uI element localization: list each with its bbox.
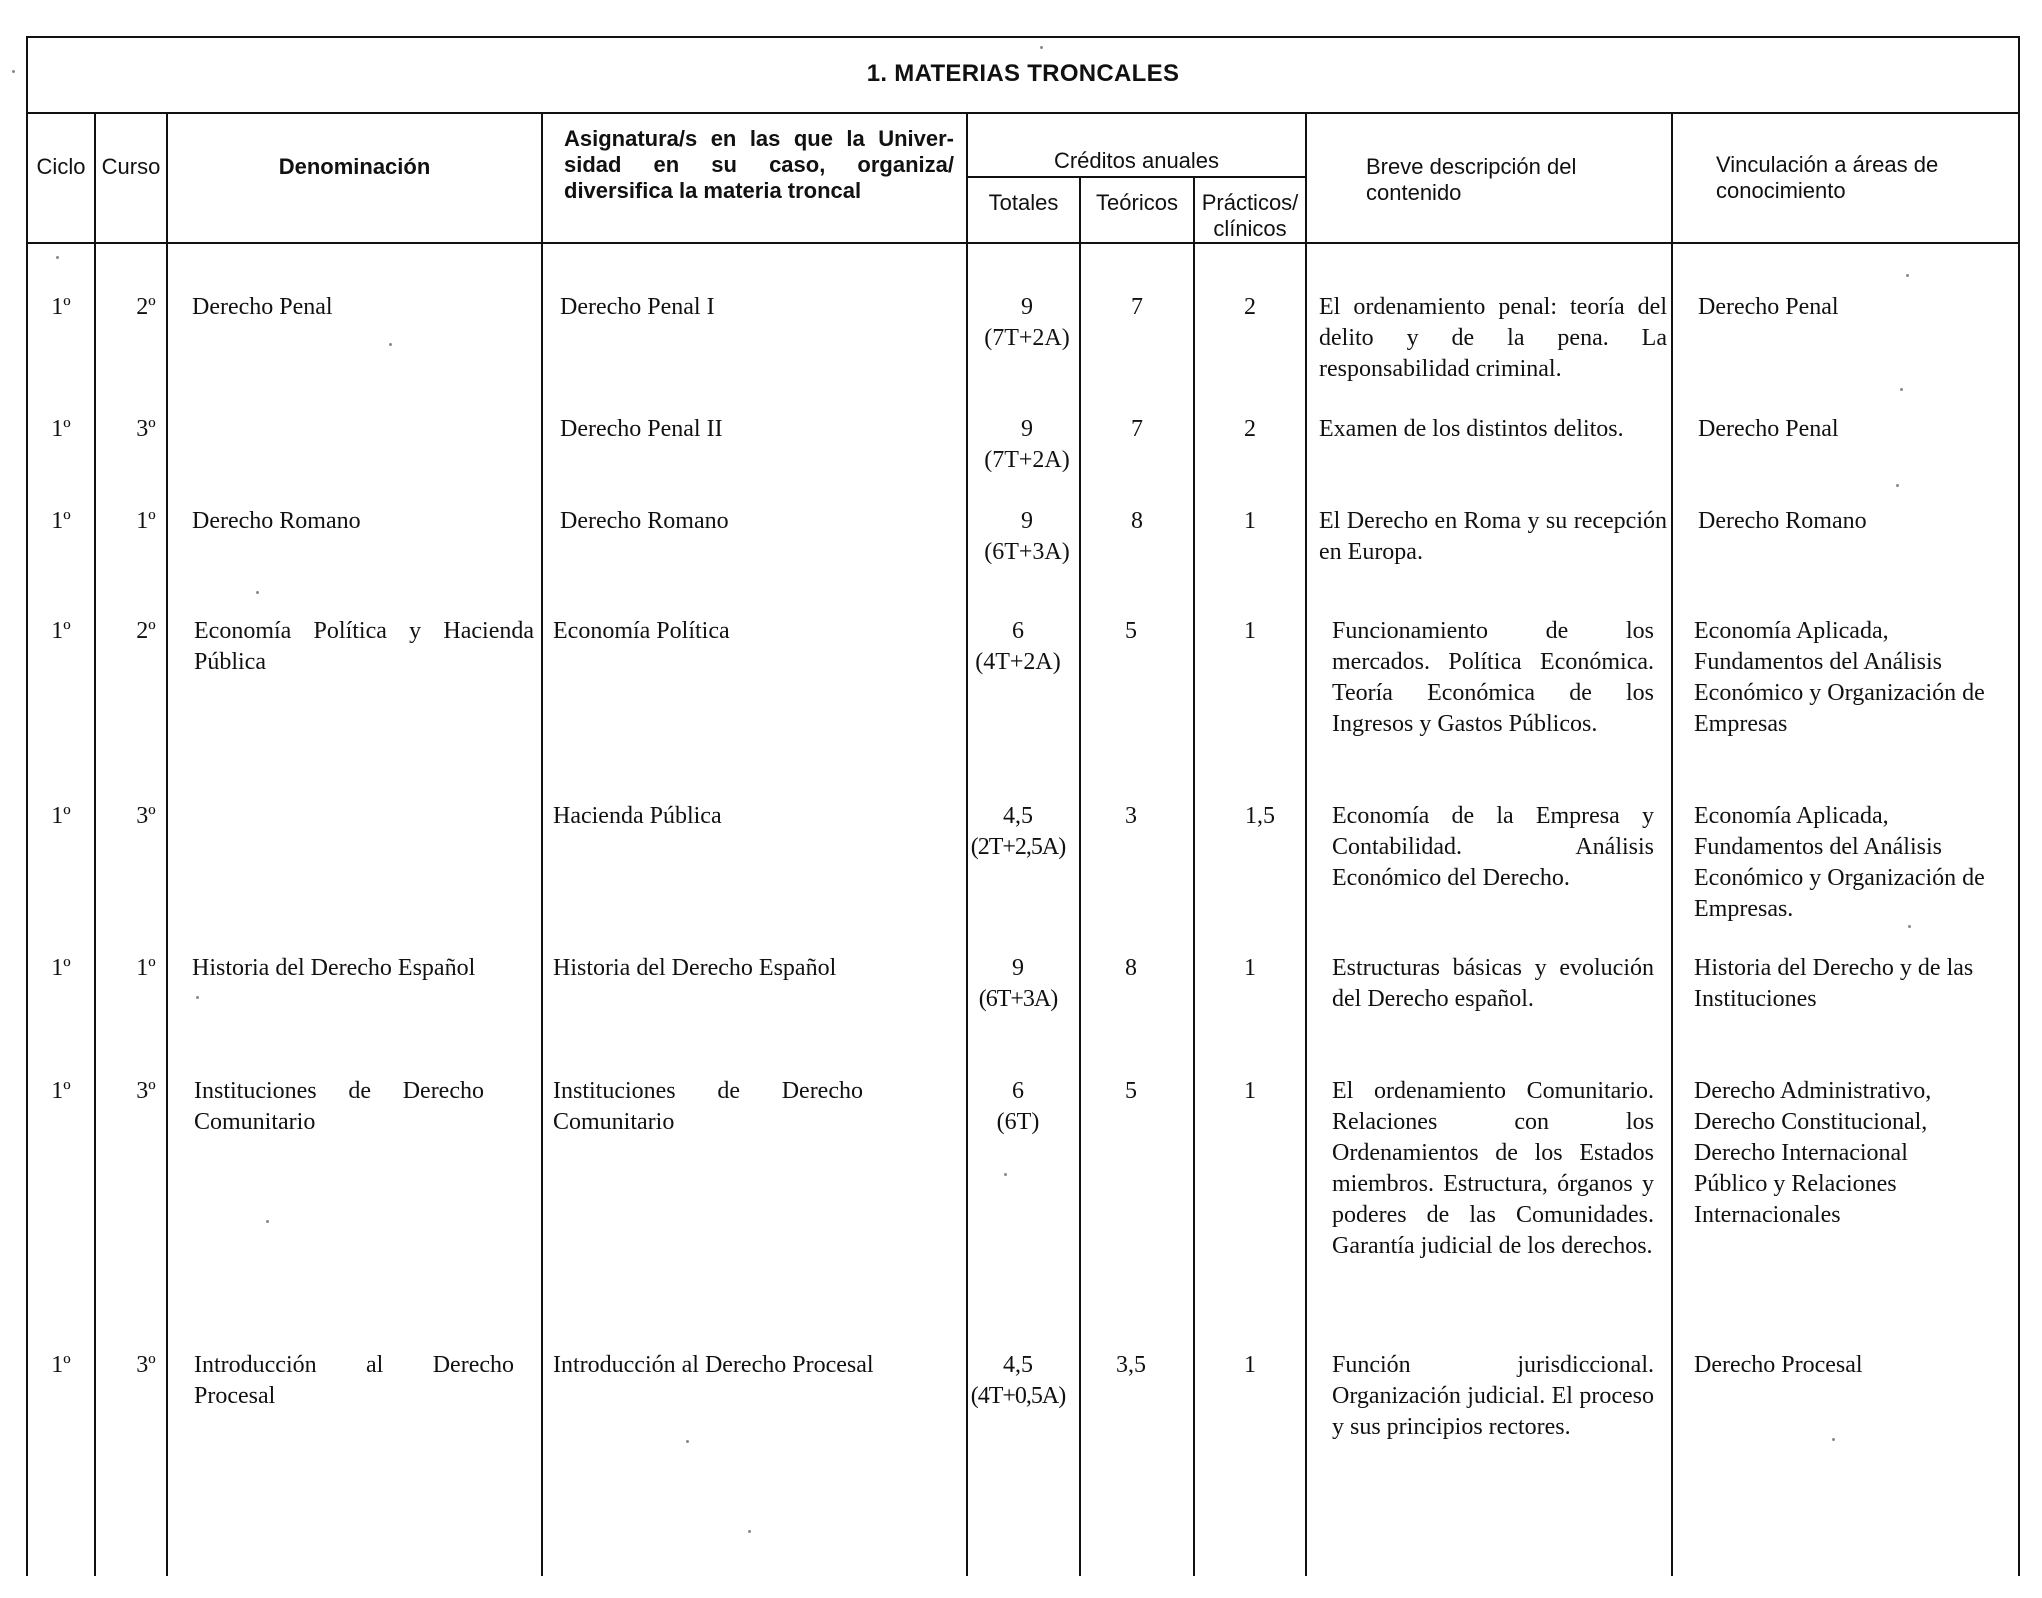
row1-practicos: 2	[1244, 294, 1256, 320]
row5-descripcion: Economía de la Empresa y Contabilidad. Análisis Económico del Derecho.	[1332, 803, 1654, 891]
row5-practicos: 1,5	[1245, 803, 1275, 829]
row7-totales-detalle: (6T)	[996, 1109, 1040, 1135]
row4-asignatura: Economía Política	[553, 618, 730, 644]
row8-vinculacion: Derecho Procesal	[1694, 1352, 1863, 1378]
row6-vinculacion: Historia del Derecho y de las Instituciones	[1694, 955, 1974, 1012]
row2-totales-detalle: (7T+2A)	[984, 447, 1070, 473]
row5-teoricos: 3	[1125, 803, 1137, 829]
row6-totales-detalle: (6T+3A)	[978, 986, 1058, 1012]
row7-totales: 6	[1012, 1078, 1024, 1104]
row4-practicos: 1	[1244, 618, 1256, 644]
row5-vinculacion: Economía Aplicada, Fundamentos del Análisis Económico y Organización de Empresas.	[1694, 803, 1985, 922]
row7-ciclo: 1º	[51, 1078, 71, 1104]
row6-curso: 1º	[136, 955, 156, 981]
row6-teoricos: 8	[1125, 955, 1137, 981]
row4-teoricos: 5	[1125, 618, 1137, 644]
row4-ciclo: 1º	[51, 618, 71, 644]
row3-vinculacion: Derecho Romano	[1698, 508, 1867, 534]
header-practicos: Prácticos/ clínicos	[1201, 190, 1299, 241]
row8-totales-detalle: (4T+0,5A)	[970, 1383, 1066, 1409]
row2-curso: 3º	[136, 416, 156, 442]
header-divider	[26, 242, 2020, 244]
row6-asignatura: Historia del Derecho Español	[553, 955, 837, 981]
row2-practicos: 2	[1244, 416, 1256, 442]
row5-asignatura: Hacienda Pública	[553, 803, 722, 829]
row4-vinculacion: Economía Aplicada, Fundamentos del Análisis Económico y Organización de Empresas	[1694, 618, 1985, 737]
table-right-border	[2018, 36, 2020, 1576]
col-line-7	[1305, 112, 1307, 1576]
header-asignaturas: Asignatura/s en las que la Univer- sidad en su caso, organiza/ diversifica la materia troncal	[564, 126, 954, 203]
row5-curso: 3º	[136, 803, 156, 829]
row2-ciclo: 1º	[51, 416, 71, 442]
row7-teoricos: 5	[1125, 1078, 1137, 1104]
row1-ciclo: 1º	[51, 294, 71, 320]
row3-practicos: 1	[1244, 508, 1256, 534]
row4-totales: 6	[1012, 618, 1024, 644]
row2-teoricos: 7	[1131, 416, 1143, 442]
row3-ciclo: 1º	[51, 508, 71, 534]
row2-descripcion: Examen de los distintos delitos.	[1319, 416, 1624, 442]
row1-totales: 9	[1021, 294, 1033, 320]
row7-practicos: 1	[1244, 1078, 1256, 1104]
row1-teoricos: 7	[1131, 294, 1143, 320]
row6-practicos: 1	[1244, 955, 1256, 981]
row5-totales-detalle: (2T+2,5A)	[970, 834, 1066, 860]
row6-totales: 9	[1012, 955, 1024, 981]
row5-totales: 4,5	[1003, 803, 1033, 829]
row8-totales: 4,5	[1003, 1352, 1033, 1378]
table-title: 1. MATERIAS TRONCALES	[866, 60, 1180, 87]
row2-asignatura: Derecho Penal II	[560, 416, 723, 442]
row7-descripcion: El ordenamiento Comunitario. Relaciones con los Ordenamientos de los Estados miembros. Estructura, órganos y poderes de las Comunidades. Garantía judicial de los derechos.	[1332, 1078, 1654, 1259]
row4-denominacion: Economía Política y Hacienda Pública	[194, 618, 534, 675]
row1-descripcion: El ordenamiento penal: teoría del delito y de la pena. La responsabilidad criminal.	[1319, 294, 1667, 382]
row8-teoricos: 3,5	[1116, 1352, 1146, 1378]
row6-descripcion: Estructuras básicas y evolución del Derecho español.	[1332, 955, 1654, 1012]
creditos-subdivider	[966, 176, 1307, 178]
row3-asignatura: Derecho Romano	[560, 508, 729, 534]
row3-curso: 1º	[136, 508, 156, 534]
row3-descripcion: El Derecho en Roma y su recepción en Europa.	[1319, 508, 1667, 565]
header-curso: Curso	[101, 154, 161, 179]
row7-denominacion: Instituciones de Derecho Comunitario	[194, 1078, 484, 1135]
row3-teoricos: 8	[1131, 508, 1143, 534]
row3-totales-detalle: (6T+3A)	[984, 539, 1070, 565]
row8-descripcion: Función jurisdiccional. Organización judicial. El proceso y sus principios rectores.	[1332, 1352, 1654, 1440]
header-totales: Totales	[988, 190, 1059, 215]
header-creditos-anuales: Créditos anuales	[1053, 148, 1220, 173]
col-line-1	[94, 112, 96, 1576]
row8-asignatura: Introducción al Derecho Procesal	[553, 1352, 874, 1378]
row4-descripcion: Funcionamiento de los mercados. Política Económica. Teoría Económica de los Ingresos y Gastos Públicos.	[1332, 618, 1654, 737]
row8-practicos: 1	[1244, 1352, 1256, 1378]
row4-totales-detalle: (4T+2A)	[975, 649, 1061, 675]
row6-denominacion: Historia del Derecho Español	[192, 955, 476, 981]
row6-ciclo: 1º	[51, 955, 71, 981]
row1-totales-detalle: (7T+2A)	[984, 325, 1070, 351]
row8-ciclo: 1º	[51, 1352, 71, 1378]
row1-asignatura: Derecho Penal I	[560, 294, 715, 320]
row7-curso: 3º	[136, 1078, 156, 1104]
row8-denominacion: Introducción al Derecho Procesal	[194, 1352, 514, 1409]
header-descripcion: Breve descripción del contenido	[1366, 154, 1577, 205]
header-ciclo: Ciclo	[36, 154, 86, 179]
row7-vinculacion: Derecho Administrativo, Derecho Constitucional, Derecho Internacional Público y Relaciones Internacionales	[1694, 1078, 1932, 1228]
row2-totales: 9	[1021, 416, 1033, 442]
row5-ciclo: 1º	[51, 803, 71, 829]
row1-vinculacion: Derecho Penal	[1698, 294, 1839, 320]
header-teoricos: Teóricos	[1096, 190, 1178, 215]
row4-curso: 2º	[136, 618, 156, 644]
col-line-3	[541, 112, 543, 1576]
row8-curso: 3º	[136, 1352, 156, 1378]
row3-totales: 9	[1021, 508, 1033, 534]
row2-vinculacion: Derecho Penal	[1698, 416, 1839, 442]
row3-denominacion: Derecho Romano	[192, 508, 361, 534]
header-denominacion: Denominación	[278, 154, 431, 179]
col-line-8	[1671, 112, 1673, 1576]
row7-asignatura: Instituciones de Derecho Comunitario	[553, 1078, 863, 1135]
row1-denominacion: Derecho Penal	[192, 294, 333, 320]
header-vinculacion: Vinculación a áreas de conocimiento	[1716, 152, 1939, 203]
materias-troncales-table	[26, 36, 2020, 1576]
row1-curso: 2º	[136, 294, 156, 320]
title-divider	[26, 112, 2020, 114]
